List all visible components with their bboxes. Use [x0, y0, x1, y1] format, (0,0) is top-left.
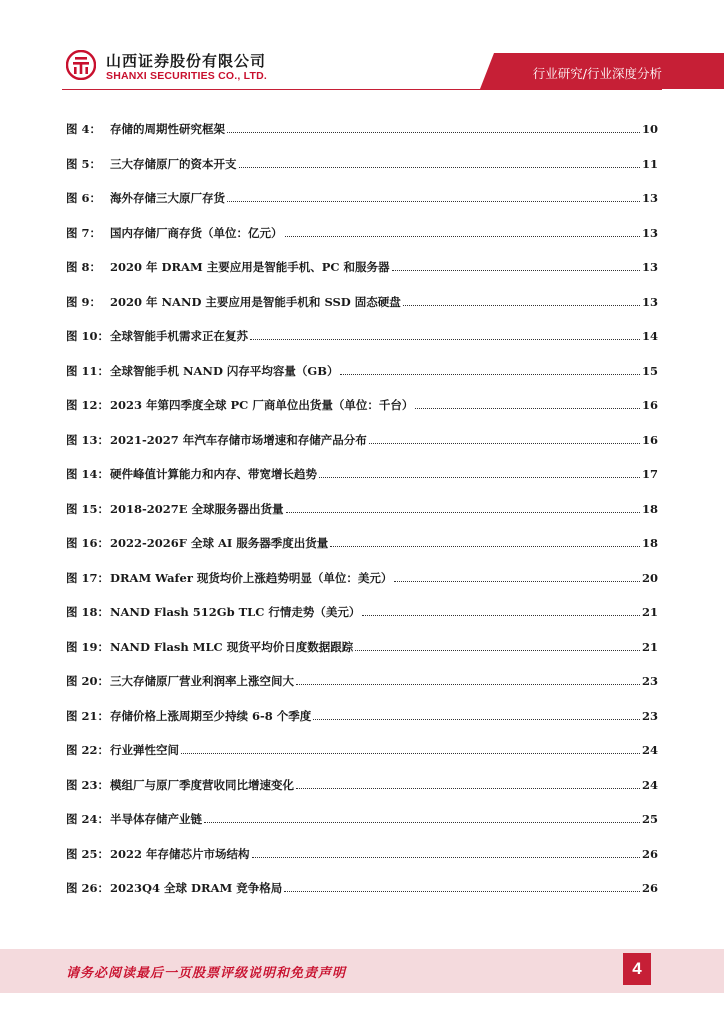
toc-figure-title: 行业弹性空间 [110, 743, 179, 757]
toc-figure-number: 图 23： [66, 777, 110, 792]
toc-entry[interactable] [66, 603, 658, 621]
toc-figure-number: 图 11： [66, 363, 110, 378]
toc-leader-dots [286, 512, 640, 513]
disclaimer-text: 请务必阅读最后一页股票评级说明和免责声明 [66, 966, 347, 981]
toc-entry[interactable] [66, 293, 658, 311]
toc-page-number: 24 [641, 743, 658, 757]
toc-page-number: 16 [641, 432, 658, 447]
toc-leader-dots [394, 581, 640, 582]
page-number: 4 [623, 953, 651, 985]
toc-figure-title: 2021-2027 年汽车存储市场增速和存储产品分布 [110, 432, 367, 447]
toc-entry[interactable] [66, 672, 658, 690]
toc-leader-dots [369, 443, 640, 444]
toc-entry[interactable] [66, 776, 658, 794]
toc-leader-dots [285, 236, 640, 237]
toc-leader-dots [252, 857, 640, 858]
toc-entry[interactable] [66, 327, 658, 345]
toc-entry[interactable] [66, 431, 658, 449]
toc-page-number: 13 [641, 191, 658, 205]
toc-page-number: 20 [641, 570, 658, 585]
toc-figure-title: 存储价格上涨周期至少持续 6-8 个季度 [110, 708, 312, 723]
toc-entry[interactable] [66, 258, 658, 276]
toc-figure-number: 图 21： [66, 708, 110, 723]
toc-figure-title: 存储的周期性研究框架 [110, 122, 225, 136]
toc-page-number: 10 [641, 122, 658, 136]
toc-figure-title: 硬件峰值计算能力和内存、带宽增长趋势 [110, 467, 317, 481]
toc-entry[interactable] [66, 500, 658, 518]
toc-leader-dots [362, 615, 640, 616]
toc-page-number: 25 [641, 812, 658, 826]
toc-figure-title: 2023Q4 全球 DRAM 竞争格局 [110, 881, 283, 895]
toc-entry[interactable] [66, 189, 658, 207]
toc-figure-title: 三大存储原厂的资本开支 [110, 156, 237, 171]
toc-figure-title: 模组厂与原厂季度营收同比增速变化 [110, 777, 294, 792]
toc-entry[interactable] [66, 569, 658, 587]
toc-figure-title: 半导体存储产业链 [110, 812, 202, 826]
toc-leader-dots [313, 719, 640, 720]
toc-page-number: 14 [641, 329, 658, 343]
toc-entry[interactable] [66, 534, 658, 552]
toc-page-number: 11 [641, 156, 658, 171]
toc-page-number: 18 [641, 501, 658, 516]
toc-leader-dots [239, 167, 640, 168]
toc-figure-number: 图 7： [66, 225, 102, 240]
toc-figure-number: 图 8： [66, 260, 102, 274]
company-name-en: SHANXI SECURITIES CO., LTD. [106, 70, 267, 82]
toc-page-number: 23 [641, 708, 658, 723]
toc-figure-number: 图 10： [66, 329, 110, 343]
toc-entry[interactable] [66, 155, 658, 173]
toc-leader-dots [284, 891, 640, 892]
toc-entry[interactable] [66, 741, 658, 759]
toc-entry[interactable] [66, 362, 658, 380]
toc-leader-dots [355, 650, 640, 651]
toc-leader-dots [296, 788, 640, 789]
toc-entry[interactable] [66, 120, 658, 138]
toc-page-number: 21 [641, 639, 658, 654]
toc-page-number: 26 [641, 881, 658, 895]
toc-figure-title: 三大存储原厂营业利润率上涨空间大 [110, 674, 294, 688]
toc-leader-dots [340, 374, 640, 375]
toc-figure-title: 国内存储厂商存货（单位：亿元） [110, 225, 283, 240]
toc-entry[interactable] [66, 396, 658, 414]
toc-page-number: 18 [641, 536, 658, 550]
toc-leader-dots [227, 132, 640, 133]
toc-figure-title: NAND Flash MLC 现货平均价日度数据跟踪 [110, 639, 354, 654]
toc-figure-number: 图 24： [66, 812, 110, 826]
toc-figure-title: NAND Flash 512Gb TLC 行情走势（美元） [110, 605, 361, 619]
toc-figure-number: 图 18： [66, 605, 110, 619]
toc-leader-dots [296, 684, 640, 685]
toc-entry[interactable] [66, 707, 658, 725]
toc-page-number: 15 [641, 363, 658, 378]
toc-figure-title: 2020 年 DRAM 主要应用是智能手机、PC 和服务器 [110, 260, 390, 274]
toc-figure-number: 图 26： [66, 881, 110, 895]
toc-leader-dots [181, 753, 640, 754]
toc-figure-number: 图 16： [66, 536, 110, 550]
toc-leader-dots [392, 270, 640, 271]
toc-figure-title: 2023 年第四季度全球 PC 厂商单位出货量（单位：千台） [110, 398, 414, 412]
toc-figure-title: 2022-2026F 全球 AI 服务器季度出货量 [110, 536, 329, 550]
toc-entry[interactable] [66, 638, 658, 656]
toc-figure-title: DRAM Wafer 现货均价上涨趋势明显（单位：美元） [110, 570, 393, 585]
page-header [0, 0, 724, 100]
toc-page-number: 21 [641, 605, 658, 619]
toc-figure-number: 图 9： [66, 294, 102, 309]
toc-page-number: 13 [641, 260, 658, 274]
company-name-cn: 山西证券股份有限公司 [106, 52, 267, 70]
toc-leader-dots [319, 477, 640, 478]
toc-page-number: 24 [641, 777, 658, 792]
toc-leader-dots [227, 201, 640, 202]
header-divider [62, 89, 662, 90]
toc-figure-number: 图 12： [66, 398, 110, 412]
toc-leader-dots [204, 822, 640, 823]
toc-figure-number: 图 17： [66, 570, 110, 585]
toc-page-number: 26 [641, 846, 658, 861]
toc-entry[interactable] [66, 224, 658, 242]
toc-figure-number: 图 5： [66, 156, 102, 171]
shanxi-securities-logo-icon [66, 50, 96, 80]
toc-figure-title: 2018-2027E 全球服务器出货量 [110, 501, 284, 516]
toc-page-number: 23 [641, 674, 658, 688]
toc-figure-title: 海外存储三大原厂存货 [110, 191, 225, 205]
toc-figure-number: 图 15： [66, 501, 110, 516]
toc-leader-dots [330, 546, 640, 547]
toc-entry[interactable] [66, 845, 658, 863]
toc-page-number: 17 [641, 467, 658, 481]
toc-entry[interactable] [66, 879, 658, 897]
toc-figure-number: 图 13： [66, 432, 110, 447]
toc-figure-number: 图 4： [66, 122, 102, 136]
toc-figure-number: 图 19： [66, 639, 110, 654]
toc-page-number: 16 [641, 398, 658, 412]
toc-figure-number: 图 25： [66, 846, 110, 861]
toc-figure-title: 2022 年存储芯片市场结构 [110, 846, 250, 861]
toc-figure-number: 图 22： [66, 743, 110, 757]
toc-figure-number: 图 6： [66, 191, 102, 205]
toc-figure-number: 图 20： [66, 674, 110, 688]
toc-page-number: 13 [641, 294, 658, 309]
toc-page-number: 13 [641, 225, 658, 240]
section-label: 行业研究/行业深度分析 [532, 66, 662, 81]
toc-leader-dots [415, 408, 640, 409]
toc-entry[interactable] [66, 465, 658, 483]
toc-figure-title: 全球智能手机 NAND 闪存平均容量（GB） [110, 363, 339, 378]
toc-figure-title: 全球智能手机需求正在复苏 [110, 329, 248, 343]
toc-figure-title: 2020 年 NAND 主要应用是智能手机和 SSD 固态硬盘 [110, 294, 401, 309]
toc-leader-dots [403, 305, 640, 306]
toc-entry[interactable] [66, 810, 658, 828]
toc-leader-dots [250, 339, 640, 340]
toc-figure-number: 图 14： [66, 467, 110, 481]
